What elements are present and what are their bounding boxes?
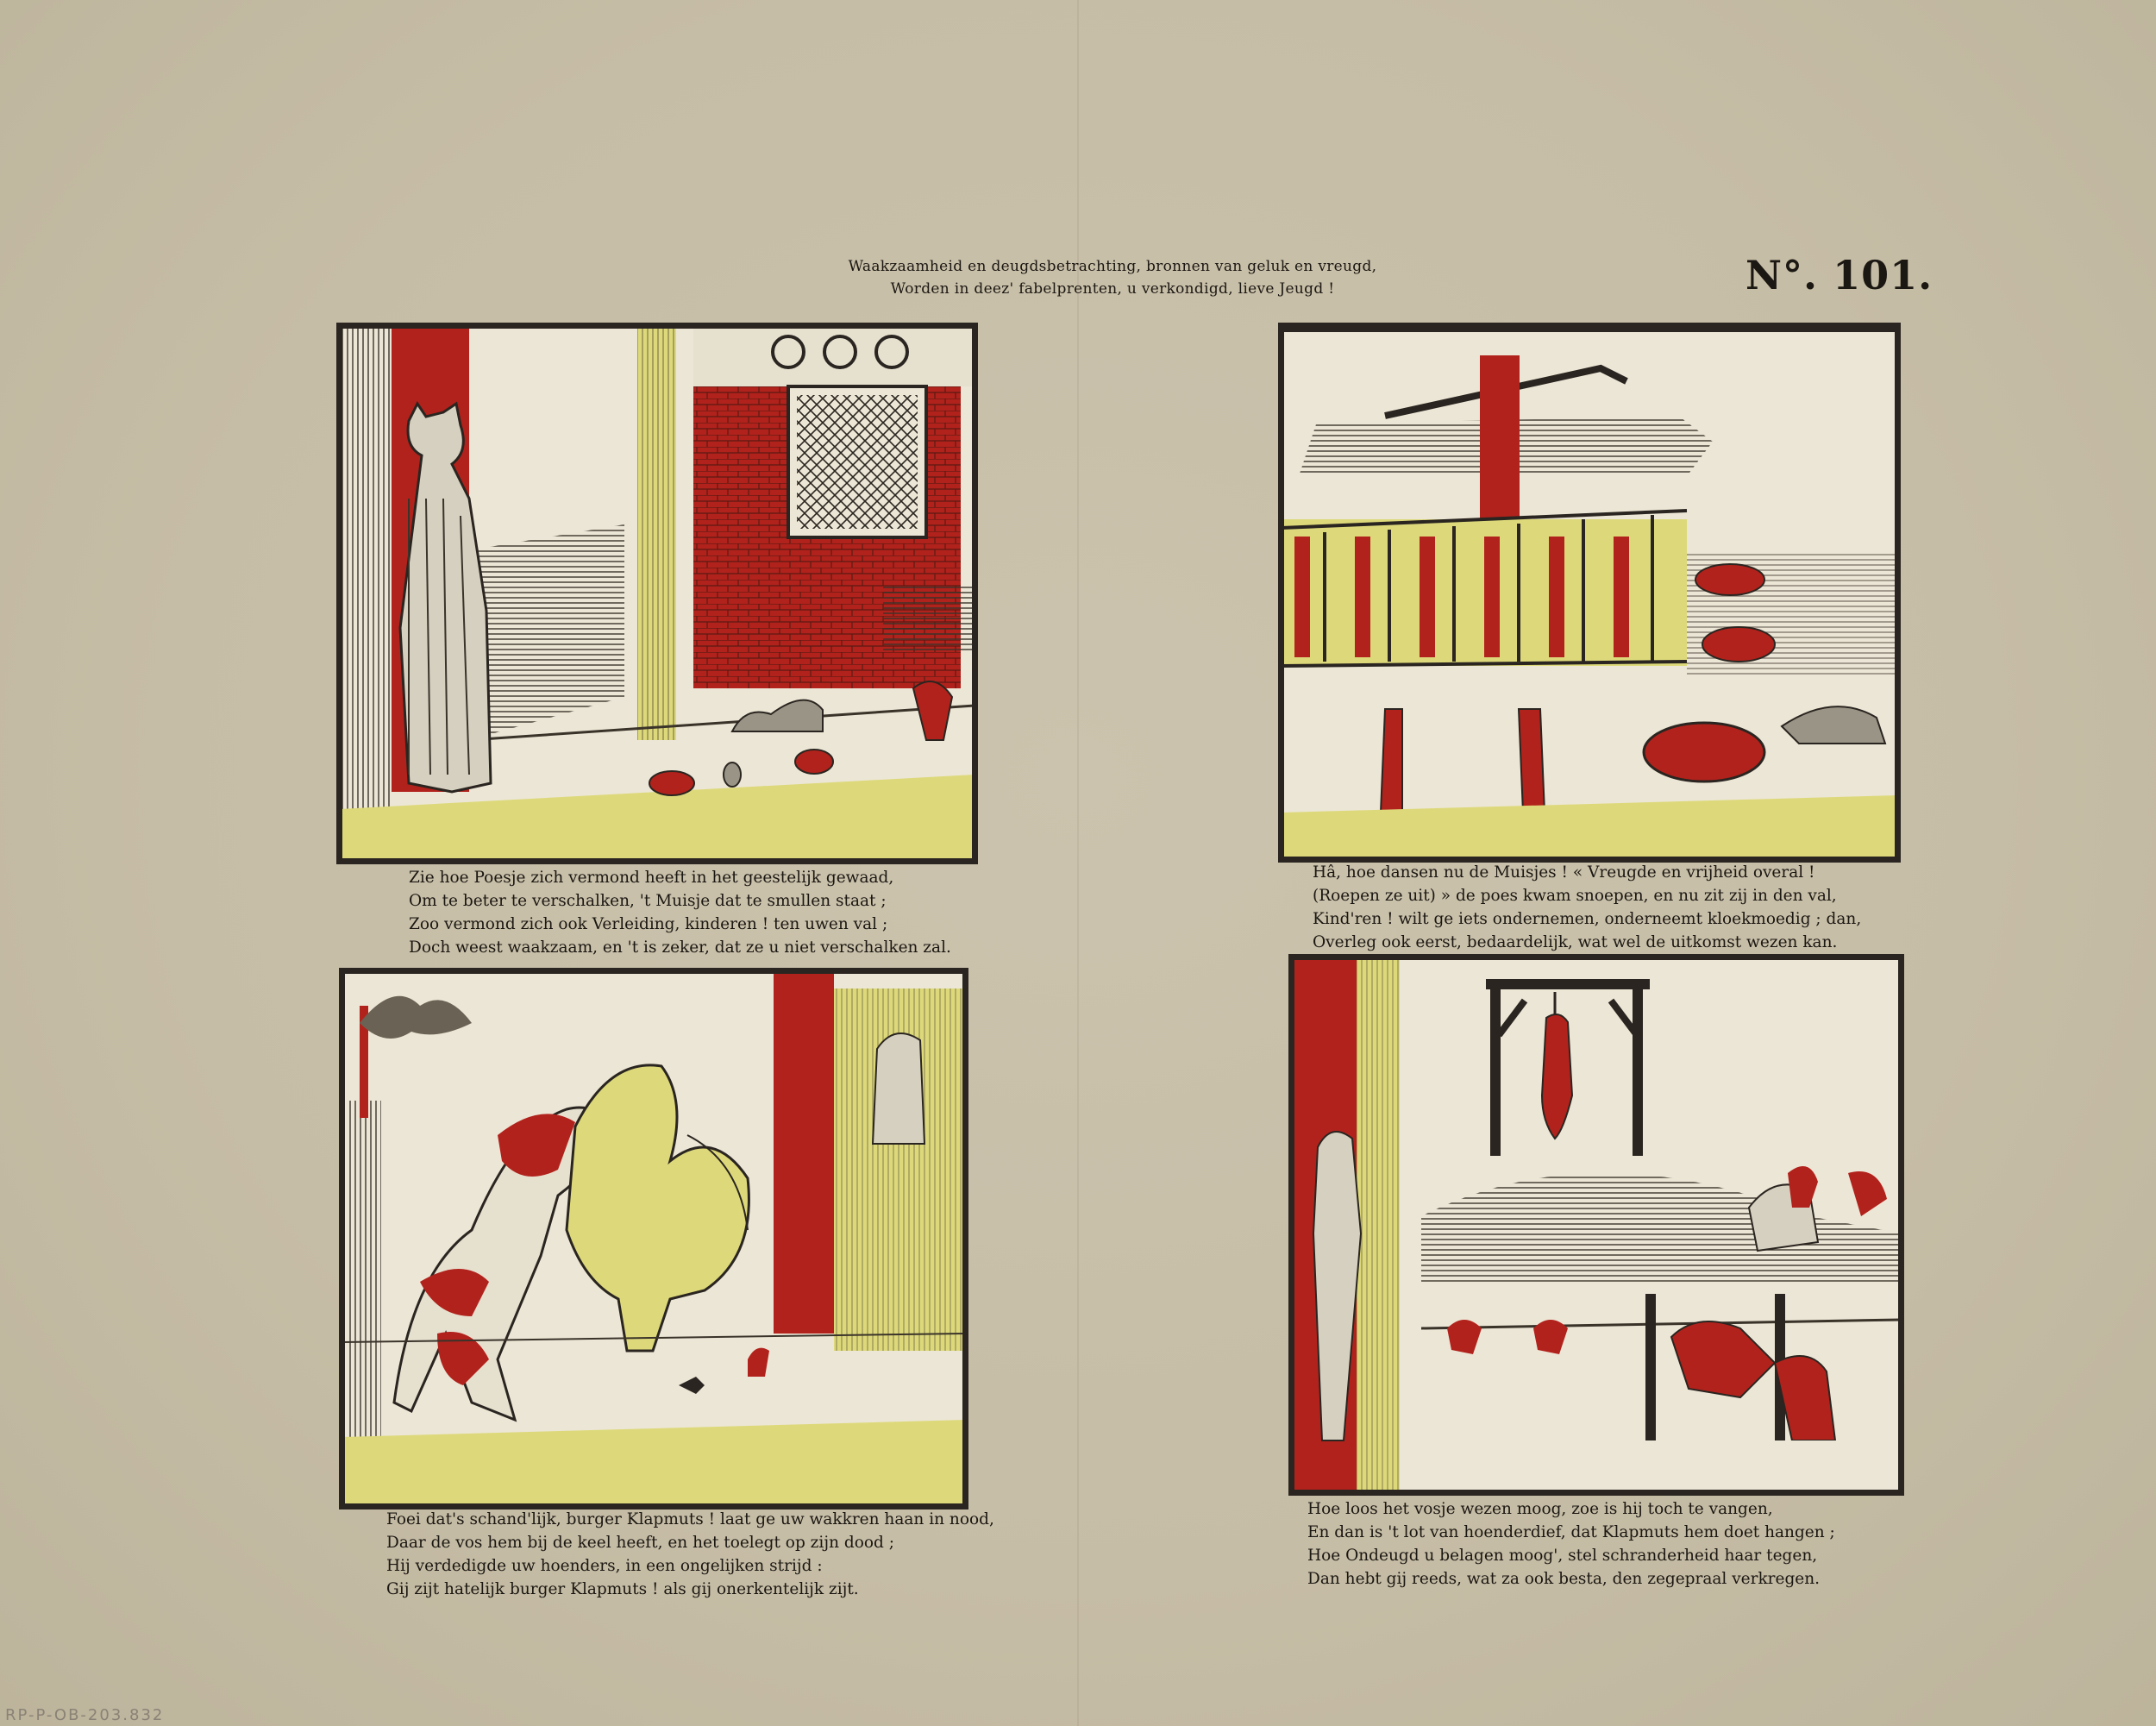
caption-line: Zie hoe Poesje zich vermond heeft in het geestelijk gewaad, <box>409 869 894 887</box>
caption-fox-rooster <box>386 1508 994 1601</box>
caption-fox-gallows <box>1307 1497 1835 1591</box>
panel-fox-gallows <box>1288 954 1904 1496</box>
panel-cat-monk <box>336 323 978 864</box>
caption-line: Om te beter te verschalken, 't Muisje dat te smullen staat ; <box>409 892 887 910</box>
woodcut-cat-monk <box>340 326 975 861</box>
woodcut-fox-gallows <box>1292 957 1901 1492</box>
header-line-1: Waakzaamheid en deugdsbetrachting, bronnen van geluk en vreugd, <box>848 258 1377 275</box>
woodcut-mice-dancing <box>1282 330 1897 859</box>
header-line-2: Worden in deez' fabelprenten, u verkondigd, lieve Jeugd ! <box>890 280 1335 298</box>
caption-line: Dan hebt gij reeds, wat za ook besta, den zegepraal verkregen. <box>1307 1570 1821 1588</box>
caption-line: Hoe Ondeugd u belagen moog', stel schranderheid haar tegen, <box>1307 1547 1818 1565</box>
caption-cat-monk <box>409 866 951 959</box>
caption-line: Doch weest waakzaam, en 't is zeker, dat ze u niet verschalken zal. <box>409 938 951 957</box>
caption-line: Hoe loos het vosje wezen moog, zoe is hij toch te vangen, <box>1307 1500 1773 1518</box>
caption-line: Hâ, hoe dansen nu de Muisjes ! « Vreugde en vrijheid overal ! <box>1313 863 1815 882</box>
caption-line: Hij verdedigde uw hoenders, in een ongelijken strijd : <box>386 1557 823 1575</box>
caption-mice-dancing <box>1313 861 1861 954</box>
caption-line: Daar de vos hem bij de keel heeft, en het toelegt op zijn dood ; <box>386 1534 894 1552</box>
woodcut-fox-rooster <box>342 971 965 1506</box>
caption-line: (Roepen ze uit) » de poes kwam snoepen, en nu zit zij in den val, <box>1313 887 1837 905</box>
panel-mice-dancing <box>1278 323 1901 863</box>
panel-fox-rooster <box>339 968 968 1509</box>
print-number: N°. 101. <box>1745 252 1934 298</box>
caption-line: En dan is 't lot van hoenderdief, dat Klapmuts hem doet hangen ; <box>1307 1523 1835 1541</box>
caption-line: Gij zijt hatelijk burger Klapmuts ! als gij onerkentelijk zijt. <box>386 1580 859 1598</box>
header-verse <box>811 255 1414 300</box>
caption-line: Overleg ook eerst, bedaardelijk, wat wel de uitkomst wezen kan. <box>1313 933 1838 951</box>
caption-line: Zoo vermond zich ook Verleiding, kinderen ! ten uwen val ; <box>409 915 888 933</box>
caption-line: Foei dat's schand'lijk, burger Klapmuts ! laat ge uw wakkren haan in nood, <box>386 1510 994 1528</box>
caption-line: Kind'ren ! wilt ge iets ondernemen, onderneemt kloekmoedig ; dan, <box>1313 910 1862 928</box>
inventory-number: RP-P-OB-203.832 <box>5 1706 165 1724</box>
